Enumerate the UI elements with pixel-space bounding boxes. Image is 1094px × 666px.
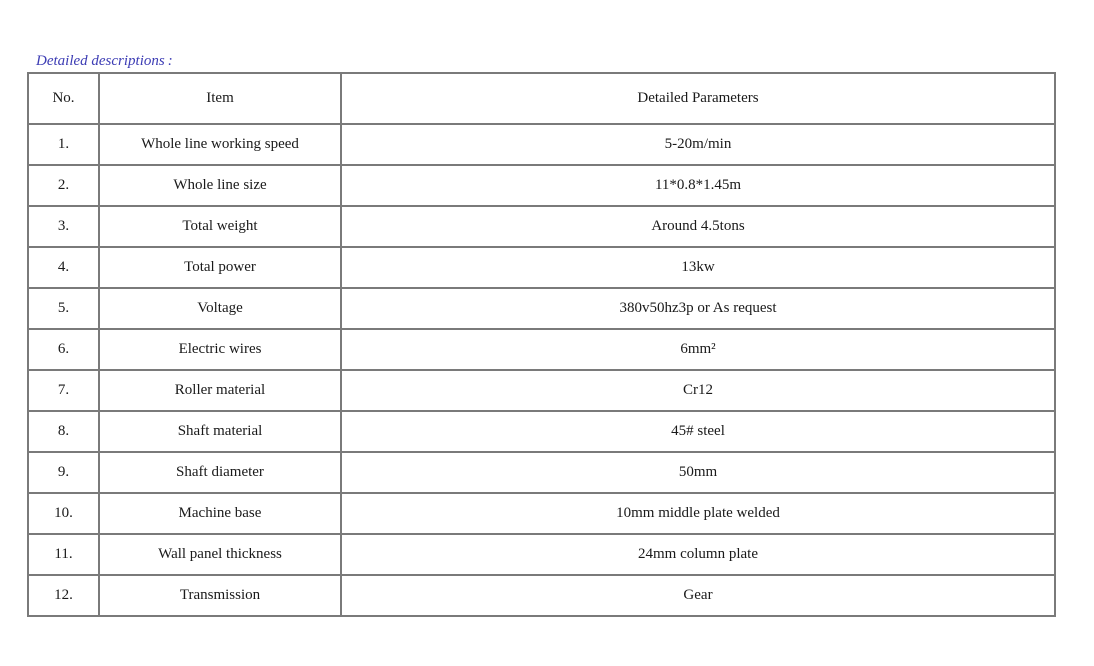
row-item: Total power xyxy=(99,247,341,288)
row-number: 12. xyxy=(28,575,99,616)
row-item: Shaft diameter xyxy=(99,452,341,493)
row-item: Wall panel thickness xyxy=(99,534,341,575)
table-row xyxy=(28,165,1055,206)
row-value: 24mm column plate xyxy=(341,534,1055,575)
row-value: Cr12 xyxy=(341,370,1055,411)
row-value: 6mm² xyxy=(341,329,1055,370)
row-item: Voltage xyxy=(99,288,341,329)
row-value: 50mm xyxy=(341,452,1055,493)
row-value: 45# steel xyxy=(341,411,1055,452)
row-value: Gear xyxy=(341,575,1055,616)
header-detailed-parameters: Detailed Parameters xyxy=(341,73,1055,124)
table-row xyxy=(28,452,1055,493)
row-number: 4. xyxy=(28,247,99,288)
row-item: Roller material xyxy=(99,370,341,411)
row-item: Total weight xyxy=(99,206,341,247)
row-number: 7. xyxy=(28,370,99,411)
row-item: Transmission xyxy=(99,575,341,616)
row-number: 1. xyxy=(28,124,99,165)
row-item: Machine base xyxy=(99,493,341,534)
row-number: 11. xyxy=(28,534,99,575)
table-row xyxy=(28,575,1055,616)
table-row xyxy=(28,411,1055,452)
row-number: 9. xyxy=(28,452,99,493)
header-item: Item xyxy=(99,73,341,124)
row-number: 6. xyxy=(28,329,99,370)
row-value: 10mm middle plate welded xyxy=(341,493,1055,534)
row-number: 5. xyxy=(28,288,99,329)
header-no: No. xyxy=(28,73,99,124)
row-value: 11*0.8*1.45m xyxy=(341,165,1055,206)
table-row xyxy=(28,329,1055,370)
row-item: Shaft material xyxy=(99,411,341,452)
table-row xyxy=(28,206,1055,247)
row-value: 380v50hz3p or As request xyxy=(341,288,1055,329)
row-number: 3. xyxy=(28,206,99,247)
table-row xyxy=(28,534,1055,575)
row-value: 13kw xyxy=(341,247,1055,288)
table-row xyxy=(28,288,1055,329)
table-row xyxy=(28,124,1055,165)
table-row xyxy=(28,370,1055,411)
parameters-table xyxy=(27,72,1056,617)
row-number: 8. xyxy=(28,411,99,452)
table-row xyxy=(28,247,1055,288)
table-header-row xyxy=(28,73,1055,124)
row-item: Whole line working speed xyxy=(99,124,341,165)
row-item: Whole line size xyxy=(99,165,341,206)
section-heading: Detailed descriptions : xyxy=(36,53,173,69)
row-number: 10. xyxy=(28,493,99,534)
row-value: Around 4.5tons xyxy=(341,206,1055,247)
row-value: 5-20m/min xyxy=(341,124,1055,165)
row-item: Electric wires xyxy=(99,329,341,370)
table-row xyxy=(28,493,1055,534)
row-number: 2. xyxy=(28,165,99,206)
